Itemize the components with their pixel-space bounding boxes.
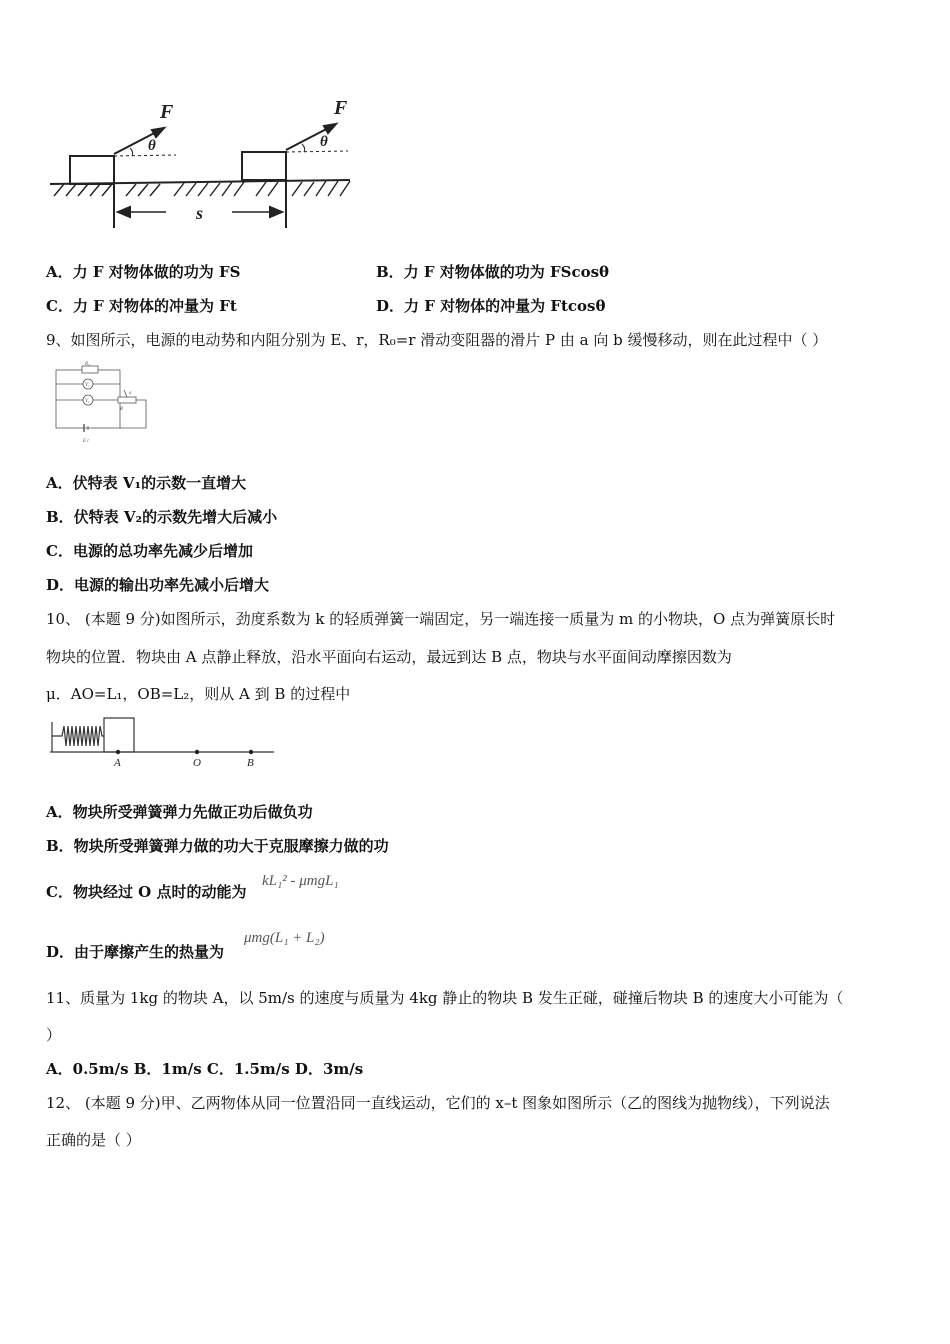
q8-label-f1: F (160, 101, 174, 123)
q8-label-s: s (196, 203, 204, 223)
q12-stem-line2: 正确的是（ ） (46, 1131, 141, 1149)
q11-stem-line2: ） (46, 1026, 62, 1044)
q10-label-o: O (193, 757, 201, 769)
block-2 (242, 152, 286, 180)
q8-option-c: C．力 F 对物体的冲量为 Ft (46, 297, 237, 315)
q11-options: A．0.5m/s B．1m/s C．1.5m/s D．3m/s (46, 1060, 364, 1078)
q10-option-d: D．由于摩擦产生的热量为 (46, 943, 225, 961)
q9-stem: 9、如图所示，电源的电动势和内阻分别为 E、r，R₀=r 滑动变阻器的滑片 P 由 a 向 b 缓慢移动，则在此过程中（ ） (46, 331, 828, 349)
q9-label-a: a (129, 391, 132, 396)
q12-stem-line1: 12、 (本题 9 分)甲、乙两物体从同一位置沿同一直线运动，它们的 x–t 图象如图所示（乙的图线为抛物线），下列说法 (46, 1094, 830, 1112)
q10-option-c: C．物块经过 O 点时的动能为 (46, 883, 247, 901)
q10-label-b: B (247, 757, 254, 769)
point-b (249, 750, 253, 754)
q10-spring-figure (46, 712, 278, 770)
q9-label-v1: V₁ (85, 383, 90, 388)
q9-circuit-figure (52, 360, 152, 446)
q8-label-theta1: θ (148, 138, 156, 154)
q8-label-f2: F (334, 97, 348, 119)
q9-label-r0: R₀ (85, 362, 90, 367)
q8-option-b: B．力 F 对物体做的功为 FScosθ (376, 263, 610, 281)
q10-stem-line1: 10、 (本题 9 分)如图所示，劲度系数为 k 的轻质弹簧一端固定，另一端连接一质量为 m 的小物块，O 点为弹簧原长时 (46, 610, 836, 628)
rheostat (118, 397, 136, 403)
q8-figure (46, 92, 356, 234)
q10-block (104, 718, 134, 752)
q10-option-b: B．物块所受弹簧弹力做的功大于克服摩擦力做的功 (46, 837, 389, 855)
q10-label-a: A (114, 757, 121, 769)
q10-option-d-formula: μmg(L₁ + L₂) (244, 930, 325, 946)
q11-stem-line1: 11、质量为 1kg 的物块 A，以 5m/s 的速度与质量为 4kg 静止的物块 B 发生正碰，碰撞后物块 B 的速度大小可能为（ (46, 989, 844, 1007)
q10-stem-line2: 物块的位置．物块由 A 点静止释放，沿水平面向右运动，最远到达 B 点，物块与水平面间动摩擦因数为 (46, 648, 732, 666)
q9-label-v2: V₂ (85, 399, 90, 404)
q8-label-theta2: θ (320, 134, 328, 150)
q9-option-a: A．伏特表 V₁的示数一直增大 (46, 474, 247, 492)
q9-option-d: D．电源的输出功率先减小后增大 (46, 576, 270, 594)
q9-label-r: R (120, 407, 124, 412)
q10-option-a: A．物块所受弹簧弹力先做正功后做负功 (46, 803, 313, 821)
r0-resistor (82, 366, 98, 373)
q8-option-a: A．力 F 对物体做的功为 FS (46, 263, 241, 281)
q9-option-b: B．伏特表 V₂的示数先增大后减小 (46, 508, 278, 526)
q10-option-c-formula: kL₁² - μmgL₁ (262, 873, 339, 889)
point-o (195, 750, 199, 754)
q10-stem-line3: μ．AO=L₁，OB=L₂，则从 A 到 B 的过程中 (46, 685, 351, 703)
q9-label-battery: E r (83, 439, 90, 444)
block-1 (70, 156, 114, 184)
point-a (116, 750, 120, 754)
q8-option-d: D．力 F 对物体的冲量为 Ftcosθ (376, 297, 606, 315)
q9-option-c: C．电源的总功率先减少后增加 (46, 542, 253, 560)
